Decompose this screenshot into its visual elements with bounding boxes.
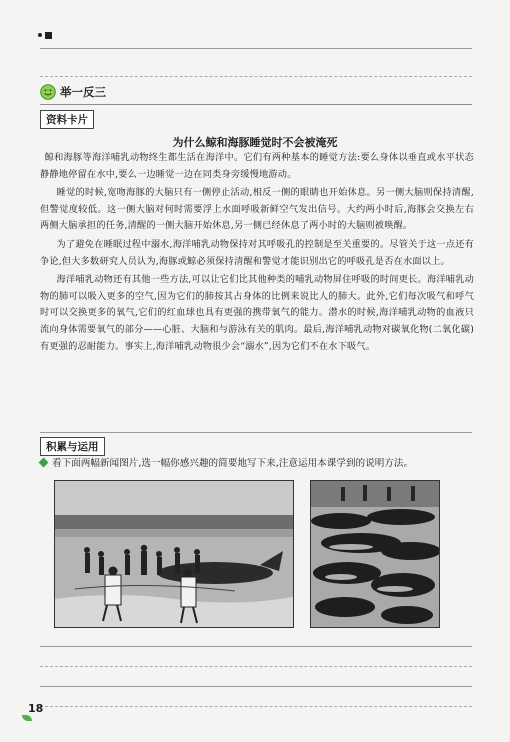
stranded-whale-rescue-photo xyxy=(54,480,294,628)
bullet-dot-icon xyxy=(38,33,42,37)
article-body xyxy=(40,150,474,357)
writing-line xyxy=(40,48,472,49)
writing-line xyxy=(40,706,472,707)
section-title: 举一反三 xyxy=(60,85,106,99)
section-divider xyxy=(40,104,472,105)
photo-illustration xyxy=(55,481,293,627)
article-paragraph: 海洋哺乳动物还有其他一些方法,可以让它们比其他种类的哺乳动物屏住呼吸的时间更长。海洋哺乳动物的肺可以吸入更多的空气,因为它们的肺按其占身体的比例来说比人的肺大。此外,它们每次吸气和呼气时可以交换更多的氧气,它们的红血球也具有更强的携带氧气的能力。潜水的时候,海洋哺乳动物的血液只流向身体需要氧气的部分——心脏、大脑和与游泳有关的肌肉。最后,海洋哺乳动物对碳氧化物(二氧化碳)有更强的忍耐能力。事实上,海洋哺乳动物很少会“溺水”,因为它们不在水下吸气。 xyxy=(40,274,474,352)
page-marker xyxy=(38,30,52,41)
writing-line xyxy=(40,646,472,647)
photo-illustration xyxy=(311,481,439,627)
article-paragraph: 睡觉的时候,宽吻海豚的大脑只有一侧停止活动,相反一侧的眼睛也开始休息。另一侧大脑则保持清醒,但警觉度较低。这一侧大脑对何时需要浮上水面呼吸新鲜空气发出信号。大约两小时后,海豚会交换左右两侧大脑承担的任务,清醒的一侧大脑开始休息,另一侧已经休息了两小时的大脑则被唤醒。 xyxy=(40,187,474,232)
task-text: 看下面两幅新闻图片,选一幅你感兴趣的简要地写下来,注意运用本课学到的说明方法。 xyxy=(52,458,414,469)
smiley-icon xyxy=(40,84,56,100)
section-heading-examples xyxy=(40,84,106,100)
article-title: 为什么鲸和海豚睡觉时不会被淹死 xyxy=(172,136,338,149)
leaf-icon xyxy=(22,715,32,721)
article-paragraph: 鲸和海豚等海洋哺乳动物终生都生活在海洋中。它们有两种基本的睡觉方法:要么身体以垂直或水平状态静静地停留在水中,要么一边睡觉一边在同类身旁缓慢地游动。 xyxy=(40,152,474,180)
section-divider xyxy=(40,432,472,433)
writing-line xyxy=(40,666,472,667)
beached-whales-photo xyxy=(310,480,440,628)
article-paragraph: 为了避免在睡眠过程中溺水,海洋哺乳动物保持对其呼吸孔的控制是至关重要的。尽管关于这一点还有争论,但大多数研究人员认为,海豚或鲸必须保持清醒和警觉才能识别出它的呼吸孔是否在水面以上。 xyxy=(40,238,474,267)
task-instruction xyxy=(38,457,478,470)
page-number: 18 xyxy=(28,702,44,715)
diamond-bullet-icon xyxy=(39,458,49,468)
section-label-accumulate: 积累与运用 xyxy=(40,437,105,456)
writing-line xyxy=(40,686,472,687)
info-card-label: 资料卡片 xyxy=(40,110,94,129)
writing-line xyxy=(40,76,472,77)
square-marker-icon xyxy=(45,32,52,39)
